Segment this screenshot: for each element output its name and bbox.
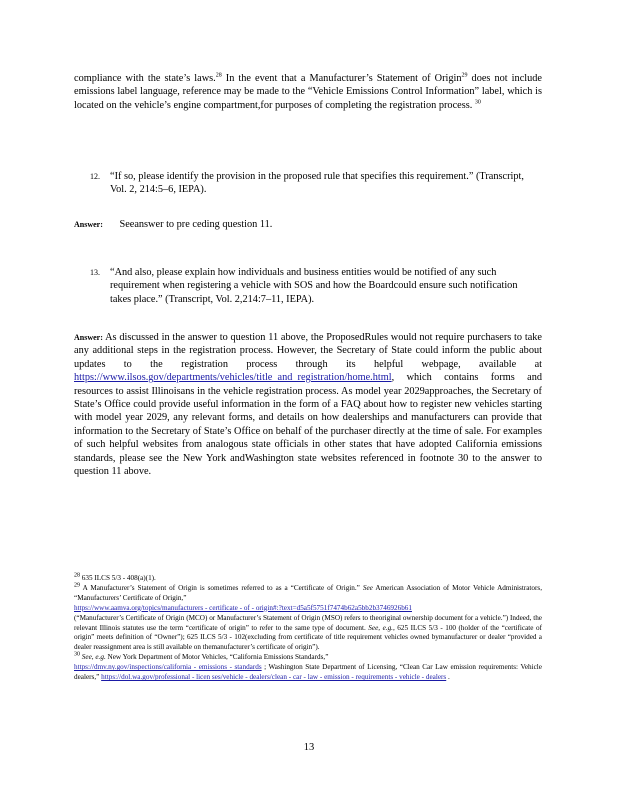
answer-label: Answer: [74,333,103,342]
question-text: “If so, please identify the provision in the proposed rule that specifies this requirement.” (Transcript, Vol. 2, 214:5–6, IEPA). [110,171,524,196]
signal-see-eg: See, e.g. [368,623,393,632]
footnote-ref-28[interactable]: 28 [215,72,222,79]
signal-see: See [362,583,373,592]
answer-13 [74,331,542,478]
question-12 [90,170,538,197]
footnote-ref-29[interactable]: 29 [461,72,468,79]
footnote-text: New York Department of Motor Vehicles, “California Emissions Standards,” [105,653,329,662]
question-13 [90,266,538,306]
answer-text: As discussed in the answer to question 11 above, the ProposedRules would not require purchasers to take any additional steps in the registration process. However, the Secretary of State could inform the public about updates to the registration process through its helpful webpage, available at [74,332,542,370]
paragraph-text: In the event that a Manufacturer’s Statement of Origin [221,73,462,84]
paragraph-text: does not include emissions label language, reference may be made to the “Vehicle Emissions Control Information” label, which is located on the vehicle’s engine compartment,for purposes of completing the registration process. [74,73,542,111]
footnote-text: , 625 ILCS 5/3 - 100 (holder of the “certificate of origin” meets definition of “Owner”); 625 ILCS 5/3 - 102(excluding from certificate of title requirement vehicles owned bymanufacturer or dealer “provided a dealer reassignment area is still available on themanufacturer’s certificate of origin”). [74,623,542,652]
footnote-text: ; Washington State Department of Licensing, “Clean Car Law emission requirements: Vehicle dealers,” [74,663,542,682]
footnote-text: 635 ILCS 5/3 - 408(a)(1). [80,574,156,582]
footnote-number: 30 [74,651,80,658]
footnote-number: 29 [74,582,80,589]
answer-label: Answer: [74,220,103,229]
ilsos-link[interactable]: https://www.ilsos.gov/departments/vehicles/title_and_registration/home.html [74,372,392,384]
answer-text: , which contains forms and resources to assist Illinoisans in the vehicle registration process. As model year 2029approaches, the Secretary of State’s Office could provide useful information in the form of a FAQ about how to register new vehicles starting with model year 2029, any relevant forms, and details on how dealerships and manufacturers can provide that information to the Secretary of State’s Office on behalf of the purchaser directly at the time of sale. For examples of such helpful websites from analogous state officials in other states that have adopted California emissions standards, please see the New York andWashington state websites referenced in footnote 30 to the answer to question 11 above. [74,372,542,478]
footnote-number: 28 [74,572,80,579]
footnote-30 [74,653,542,683]
answer-12 [74,218,542,231]
footnote-text: American Association of Motor Vehicle Administrators, “Manufacturers’ Certificate of Origin,” [74,583,542,602]
question-text: “And also, please explain how individuals and business entities would be notified of any such requirement when registering a vehicle with SOS and how the Boardcould ensure such notification takes place.” (Transcript, Vol. 2,214:7–11, IEPA). [110,267,518,305]
footnotes [74,574,542,683]
body-paragraph [74,72,542,112]
footnote-28 [74,574,542,584]
footnote-29 [74,584,542,653]
footnote-text: (“Manufacturer’s Certificate of Origin (MCO) or Manufacturer’s Statement of Origin (MSO) refers to theoriginal ownership document for a vehicle.”) Indeed, the relevant Illinois statutes use the term “certificate of origin” to refer to the same type of document. [74,613,542,632]
footnote-text: . [446,673,450,682]
question-number: 13. [90,268,100,277]
ny-dmv-link[interactable]: https://dmv.ny.gov/inspections/california - emissions - standards [74,663,262,672]
question-number: 12. [90,172,100,181]
paragraph-text: compliance with the state’s laws. [74,73,216,84]
footnote-divider [74,568,194,569]
signal-see-eg: See, e.g. [81,653,106,662]
wa-dol-link[interactable]: https://dol.wa.gov/professional - licen ses/vehicle - dealers/clean - car - law - emission - requirements - vehicle - dealers [101,673,447,682]
answer-text: Seeanswer to pre ceding question 11. [119,219,273,230]
footnote-ref-30[interactable]: 30 [474,99,481,106]
footnote-text: A Manufacturer’s Statement of Origin is sometimes referred to as a “Certificate of Origin.” [80,583,363,592]
page-number: 13 [303,742,315,753]
aamva-link[interactable]: https://www.aamva.org/topics/manufacturers - certificate - of - origin#:?text=d5a5f5751f7474b62a5bb2b3746926b61 [74,603,412,612]
